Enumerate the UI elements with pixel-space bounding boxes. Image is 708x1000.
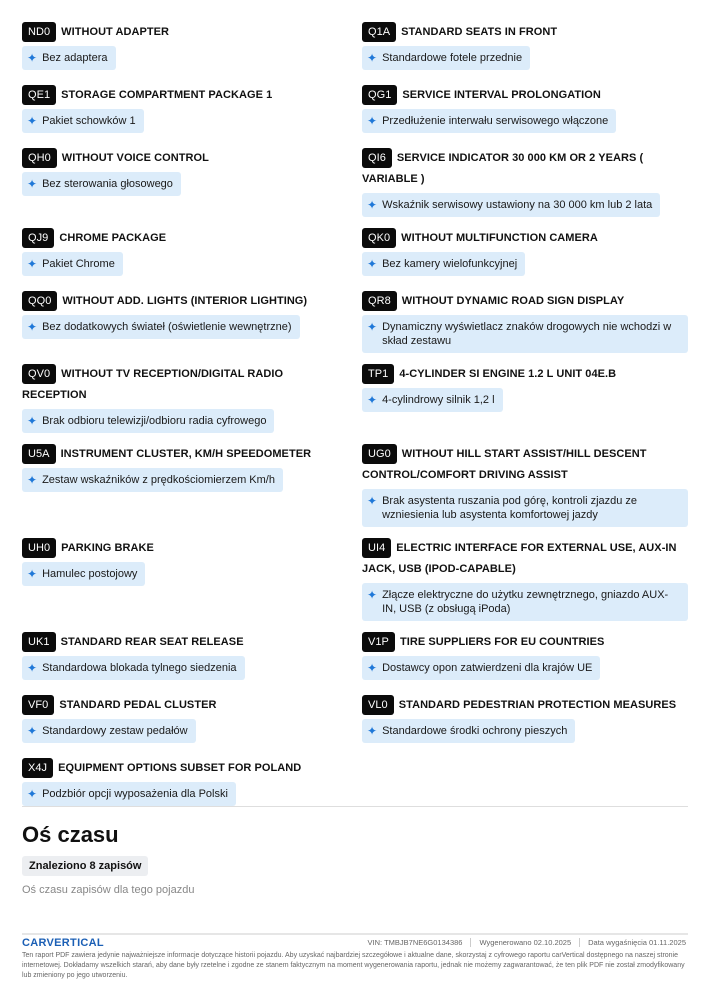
option-heading — [362, 22, 688, 43]
timeline-heading: Oś czasu — [22, 822, 119, 847]
option-translation — [22, 656, 245, 680]
ai-sparkle-icon: ✦ — [367, 724, 378, 738]
option-title: TIRE SUPPLIERS FOR EU COUNTRIES — [399, 636, 605, 648]
option-heading — [22, 228, 346, 249]
option-title: STANDARD REAR SEAT RELEASE — [60, 636, 244, 648]
option-heading — [22, 758, 346, 779]
option-title: 4-CYLINDER SI ENGINE 1.2 L UNIT 04E.B — [399, 368, 617, 380]
translation-text: Dynamiczny wyświetlacz znaków drogowych nie wchodzi w skład zestawu — [382, 321, 672, 347]
option-title: WITHOUT VOICE CONTROL — [61, 152, 209, 164]
option-item — [362, 538, 688, 621]
option-heading — [22, 22, 346, 43]
option-translation — [22, 719, 196, 743]
option-translation — [362, 46, 530, 70]
option-translation — [22, 782, 236, 806]
option-translation — [362, 109, 616, 133]
option-code-badge: QK0 — [362, 228, 396, 248]
option-heading — [22, 85, 346, 106]
expiry-date: Data wygaśnięcia 01.11.2025 — [579, 938, 686, 947]
option-code-badge: UG0 — [362, 444, 397, 464]
option-title: STORAGE COMPARTMENT PACKAGE 1 — [61, 89, 273, 101]
translation-text: 4-cylindrowy silnik 1,2 l — [382, 394, 495, 406]
translation-text: Złącze elektryczne do użytku zewnętrznego, gniazdo AUX-IN, USB (z obsługą iPoda) — [382, 589, 669, 615]
option-heading — [362, 85, 688, 106]
option-item — [22, 695, 346, 747]
translation-text: Brak asystenta ruszania pod górę, kontroli zjazdu ze wzniesienia lub asystenta komfortowej jazdy — [382, 495, 638, 521]
option-code-badge: QQ0 — [22, 291, 57, 311]
option-title: WITHOUT TV RECEPTION/DIGITAL RADIO RECEPTION — [22, 368, 284, 401]
translation-text: Bez dodatkowych świateł (oświetlenie wewnętrzne) — [42, 321, 292, 333]
option-heading — [362, 364, 688, 385]
ai-sparkle-icon: ✦ — [27, 473, 38, 487]
option-item — [22, 228, 346, 280]
option-code-badge: UK1 — [22, 632, 56, 652]
option-code-badge: UI4 — [362, 538, 391, 558]
option-heading — [362, 538, 688, 580]
option-code-badge: VF0 — [22, 695, 54, 715]
option-translation — [362, 252, 525, 276]
translation-text: Bez sterowania głosowego — [42, 178, 173, 190]
option-heading — [22, 291, 346, 312]
option-item — [362, 22, 688, 74]
option-code-badge: U5A — [22, 444, 56, 464]
option-translation — [22, 468, 283, 492]
ai-sparkle-icon: ✦ — [27, 414, 38, 428]
option-item — [362, 695, 688, 747]
option-translation — [22, 46, 116, 70]
option-title: INSTRUMENT CLUSTER, KM/H SPEEDOMETER — [60, 448, 312, 460]
translation-text: Bez adaptera — [42, 52, 108, 64]
option-item — [22, 148, 346, 217]
option-code-badge: Q1A — [362, 22, 396, 42]
option-code-badge: X4J — [22, 758, 53, 778]
option-title: WITHOUT ADD. LIGHTS (INTERIOR LIGHTING) — [62, 295, 308, 307]
option-code-badge: QG1 — [362, 85, 397, 105]
option-item — [362, 632, 688, 684]
translation-text: Hamulec postojowy — [42, 568, 138, 580]
option-heading — [22, 632, 346, 653]
option-title: STANDARD SEATS IN FRONT — [401, 26, 558, 38]
option-item — [362, 444, 688, 527]
translation-text: Pakiet Chrome — [42, 258, 115, 270]
option-title: WITHOUT HILL START ASSIST/HILL DESCENT CONTROL/COMFORT DRIVING ASSIST — [362, 448, 647, 481]
option-item — [362, 291, 688, 353]
ai-sparkle-icon: ✦ — [27, 320, 38, 334]
option-code-badge: TP1 — [362, 364, 394, 384]
translation-text: Bez kamery wielofunkcyjnej — [382, 258, 518, 270]
ai-sparkle-icon: ✦ — [27, 114, 38, 128]
disclaimer: Ten raport PDF zawiera jedynie najważniejsze informacje dotyczące historii pojazdu. Aby uzyskać najbardziej szczegółowe i aktualne dane, skorzystaj z cyfrowego raportu carVertical dostępnego na naszej stronie internetowej. Dokładamy wszelkich starań, aby dane były rzetelne i zgodne ze stanem faktycznym na moment wygenerowania raportu, jednak nie możemy zagwarantować, że ten plik PDF nie został zmodyfikowany lub zmieniony po jego utworzeniu. — [22, 952, 685, 979]
option-item — [22, 291, 346, 353]
generated-date: Wygenerowano 02.10.2025 — [470, 938, 571, 947]
option-code-badge: QJ9 — [22, 228, 54, 248]
ai-sparkle-icon: ✦ — [27, 51, 38, 65]
ai-sparkle-icon: ✦ — [367, 320, 378, 334]
equipment-options-list — [22, 22, 688, 810]
option-heading — [362, 228, 688, 249]
option-title: CHROME PACKAGE — [59, 232, 167, 244]
ai-sparkle-icon: ✦ — [367, 588, 378, 602]
option-heading — [22, 364, 346, 406]
option-title: STANDARD PEDESTRIAN PROTECTION MEASURES — [398, 699, 677, 711]
option-code-badge: VL0 — [362, 695, 394, 715]
option-title: PARKING BRAKE — [61, 542, 154, 554]
translation-text: Przedłużenie interwału serwisowego włączone — [382, 115, 609, 127]
ai-sparkle-icon: ✦ — [367, 198, 378, 212]
option-title: WITHOUT MULTIFUNCTION CAMERA — [401, 232, 598, 244]
translation-text: Standardowy zestaw pedałów — [42, 725, 188, 737]
option-translation — [22, 172, 181, 196]
option-code-badge: QI6 — [362, 148, 392, 168]
option-title: EQUIPMENT OPTIONS SUBSET FOR POLAND — [58, 762, 302, 774]
ai-sparkle-icon: ✦ — [27, 567, 38, 581]
option-heading — [362, 291, 688, 312]
option-code-badge: QE1 — [22, 85, 56, 105]
carvertical-logo: CARVERTICAL — [22, 937, 104, 949]
translation-text: Standardowe środki ochrony pieszych — [382, 725, 568, 737]
option-item — [362, 85, 688, 137]
ai-sparkle-icon: ✦ — [27, 724, 38, 738]
ai-sparkle-icon: ✦ — [367, 661, 378, 675]
translation-text: Pakiet schowków 1 — [42, 115, 136, 127]
option-code-badge: V1P — [362, 632, 395, 652]
option-translation — [22, 409, 274, 433]
option-translation — [362, 583, 688, 621]
option-item — [362, 228, 688, 280]
option-translation — [22, 315, 300, 339]
option-item — [22, 364, 346, 433]
option-translation — [362, 388, 503, 412]
timeline-subtitle: Oś czasu zapisów dla tego pojazdu — [22, 884, 195, 896]
option-item — [22, 758, 346, 810]
option-code-badge: ND0 — [22, 22, 56, 42]
records-found-badge: Znaleziono 8 zapisów — [22, 856, 148, 876]
ai-sparkle-icon: ✦ — [367, 494, 378, 508]
option-heading — [362, 444, 688, 486]
option-translation — [22, 252, 123, 276]
option-title: ELECTRIC INTERFACE FOR EXTERNAL USE, AUX-IN JACK, USB (IPOD-CAPABLE) — [362, 542, 677, 575]
option-item — [22, 538, 346, 621]
option-title: SERVICE INDICATOR 30 000 KM OR 2 YEARS ( VARIABLE ) — [362, 152, 644, 185]
option-item — [22, 22, 346, 74]
footer-divider — [22, 933, 688, 935]
option-heading — [22, 695, 346, 716]
ai-sparkle-icon: ✦ — [367, 257, 378, 271]
option-item — [362, 364, 688, 433]
translation-text: Zestaw wskaźników z prędkościomierzem Km/h — [42, 474, 275, 486]
translation-text: Podzbiór opcji wyposażenia dla Polski — [42, 788, 228, 800]
option-title: SERVICE INTERVAL PROLONGATION — [402, 89, 601, 101]
option-title: STANDARD PEDAL CLUSTER — [59, 699, 217, 711]
ai-sparkle-icon: ✦ — [367, 114, 378, 128]
report-meta — [368, 938, 686, 947]
option-heading — [22, 538, 346, 559]
option-translation — [22, 109, 144, 133]
translation-text: Dostawcy opon zatwierdzeni dla krajów UE — [382, 662, 593, 674]
option-item — [362, 148, 688, 217]
option-heading — [362, 148, 688, 190]
option-translation — [22, 562, 145, 586]
option-translation — [362, 193, 660, 217]
option-heading — [22, 444, 346, 465]
ai-sparkle-icon: ✦ — [27, 787, 38, 801]
option-code-badge: QV0 — [22, 364, 56, 384]
option-item — [22, 632, 346, 684]
option-heading — [22, 148, 346, 169]
vin-label: VIN: TMBJB7NE6G0134386 — [367, 938, 463, 947]
divider — [22, 806, 688, 807]
translation-text: Brak odbioru telewizji/odbioru radia cyfrowego — [42, 415, 267, 427]
option-code-badge: UH0 — [22, 538, 56, 558]
option-code-badge: QR8 — [362, 291, 397, 311]
option-translation — [362, 719, 575, 743]
option-title: WITHOUT DYNAMIC ROAD SIGN DISPLAY — [401, 295, 625, 307]
option-title: WITHOUT ADAPTER — [61, 26, 170, 38]
ai-sparkle-icon: ✦ — [367, 393, 378, 407]
ai-sparkle-icon: ✦ — [27, 257, 38, 271]
option-translation — [362, 656, 600, 680]
option-translation — [362, 489, 688, 527]
translation-text: Standardowe fotele przednie — [382, 52, 523, 64]
option-item — [22, 444, 346, 527]
ai-sparkle-icon: ✦ — [367, 51, 378, 65]
option-heading — [362, 695, 688, 716]
ai-sparkle-icon: ✦ — [27, 661, 38, 675]
translation-text: Standardowa blokada tylnego siedzenia — [42, 662, 237, 674]
option-item — [22, 85, 346, 137]
ai-sparkle-icon: ✦ — [27, 177, 38, 191]
option-heading — [362, 632, 688, 653]
option-translation — [362, 315, 688, 353]
translation-text: Wskaźnik serwisowy ustawiony na 30 000 km lub 2 lata — [382, 199, 653, 211]
option-code-badge: QH0 — [22, 148, 57, 168]
